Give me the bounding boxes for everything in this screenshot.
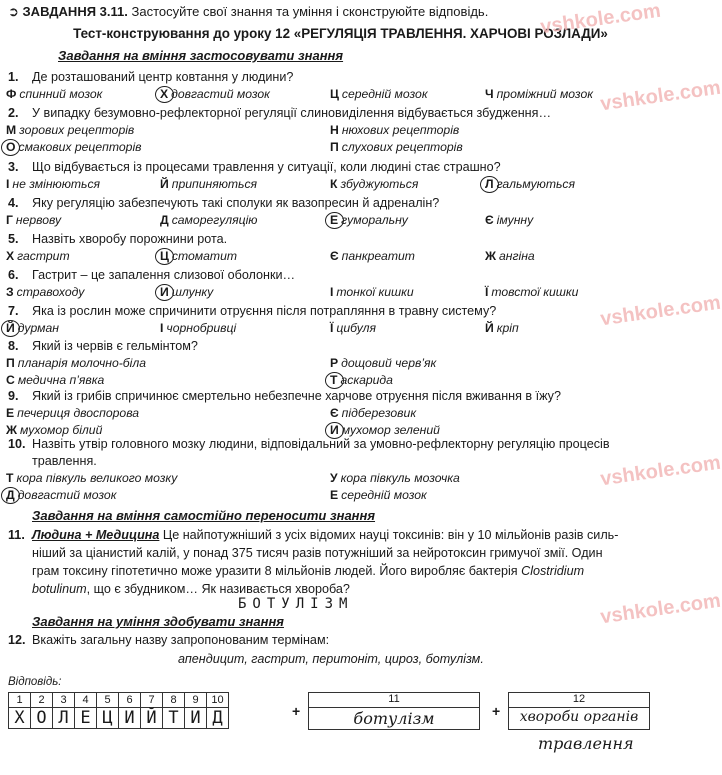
question-number: 9. — [8, 389, 19, 403]
option-text: панкреатит — [341, 249, 415, 263]
option-text: смакових рецепторів — [18, 140, 142, 154]
option-letter: Ч — [485, 87, 494, 101]
question-text-line: Це найпотужніший з усіх відомих науці токсинів: він у 10 мільйонів разів силь- — [162, 528, 619, 542]
answer-handwritten: БОТУЛІЗМ — [238, 596, 354, 612]
grid-number-cell: 1 — [9, 693, 31, 708]
answer-option — [6, 423, 102, 437]
answer-option — [6, 87, 102, 101]
answer-option — [160, 87, 270, 101]
option-letter: Е — [6, 406, 15, 420]
answer-option — [160, 177, 257, 191]
option-letter: Ж — [485, 249, 497, 263]
question-number: 4. — [8, 196, 19, 210]
question-text: Який із червів є гельмінтом? — [32, 339, 198, 353]
question-text: Назвіть утвір головного мозку людини, відповідальний за умовно-рефлекторну регуляцію процесів — [32, 437, 610, 451]
question-4 — [8, 196, 439, 210]
option-text: цибуля — [336, 321, 377, 335]
option-text: спинний мозок — [19, 87, 103, 101]
watermark: vshkole.com — [598, 589, 722, 629]
box-number: 12 — [509, 693, 649, 708]
selected-circle-mark — [155, 284, 174, 301]
option-text: мухомор білий — [20, 423, 103, 437]
question-topic: Людина + Медицина — [32, 528, 160, 542]
answer-option — [6, 471, 177, 485]
question-number: 6. — [8, 268, 19, 282]
answer-option — [6, 356, 146, 370]
option-text: слухових рецепторів — [341, 140, 463, 154]
question-5 — [8, 232, 227, 246]
grid-letter-cell: Т — [163, 708, 185, 729]
option-letter: Є — [330, 406, 339, 420]
answer-grid — [8, 692, 229, 729]
answer-option — [330, 471, 460, 485]
option-letter: З — [6, 285, 14, 299]
task-label: ЗАВДАННЯ 3.11. — [22, 4, 128, 19]
grid-number-cell: 7 — [141, 693, 163, 708]
option-text: шлунку — [171, 285, 214, 299]
grid-number-cell: 3 — [53, 693, 75, 708]
answer-option — [330, 87, 428, 101]
watermark: vshkole.com — [538, 0, 663, 39]
answer-option — [330, 249, 415, 263]
answer-option — [330, 488, 427, 502]
option-text: дощовий черв’як — [341, 356, 437, 370]
question-text-line: ніший за ціанистий калій, у понад 375 тисяч разів потужніший за нейротоксин гримучої змії. Один — [32, 546, 603, 560]
grid-number-cell: 6 — [119, 693, 141, 708]
option-text: гастрит — [17, 249, 70, 263]
option-letter: Х — [6, 249, 15, 263]
watermark: vshkole.com — [598, 291, 722, 331]
option-letter: Ц — [330, 87, 339, 101]
option-text: проміжний мозок — [496, 87, 593, 101]
option-letter: І — [330, 285, 334, 299]
task-instruction: Застосуйте свої знання та уміння і сконструюйте відповідь. — [131, 4, 489, 19]
option-text: стравоходу — [16, 285, 85, 299]
selected-circle-mark — [155, 248, 174, 265]
watermark: vshkole.com — [598, 451, 722, 491]
selected-circle-mark — [325, 212, 344, 229]
question-text-line: грам токсину гіпотетично може уразити 8 мільйонів людей. Його виробляє бактерія Clostridium — [32, 564, 585, 578]
grid-number-cell: 5 — [97, 693, 119, 708]
selected-circle-mark — [1, 320, 20, 337]
option-letter: Л — [485, 177, 494, 191]
option-letter: Х — [160, 87, 168, 101]
section-acquire: Завдання на уміння здобувати знання — [32, 614, 284, 629]
selected-circle-mark — [155, 86, 174, 103]
question-text: Де розташований центр ковтання у людини? — [32, 70, 294, 84]
option-text: гуморальну — [341, 213, 408, 227]
section-transfer: Завдання на вміння самостійно переносити знання — [32, 508, 376, 523]
question-7 — [8, 304, 496, 318]
answer-option — [330, 373, 393, 387]
option-text: саморегуляцію — [171, 213, 258, 227]
question-number: 5. — [8, 232, 19, 246]
answer-option — [160, 285, 213, 299]
option-text: не змінюються — [12, 177, 101, 191]
option-letter: У — [330, 471, 338, 485]
question-text: Яку регуляцію забезпечують такі сполуки як вазопресин й адреналін? — [32, 196, 440, 210]
box-value: хвороби органів — [519, 709, 639, 725]
question-text: Гастрит – це запалення слизової оболонки… — [32, 268, 296, 282]
question-text: Вкажіть загальну назву запропонованим термінам: — [32, 633, 330, 647]
answer-option — [485, 177, 575, 191]
option-text: товстої кишки — [491, 285, 579, 299]
answer-option — [160, 213, 257, 227]
option-letter: Н — [330, 123, 339, 137]
grid-letter-cell: Ц — [97, 708, 119, 729]
answer-option — [330, 213, 408, 227]
option-letter: Р — [330, 356, 339, 370]
option-letter: Ї — [330, 321, 334, 335]
grid-letter-cell: Е — [75, 708, 97, 729]
answer-option — [160, 249, 237, 263]
question-text-line: botulinum, що є збудником… Як називається хвороба? — [32, 582, 350, 596]
answer-option — [6, 249, 70, 263]
answer-option — [330, 177, 418, 191]
question-number: 8. — [8, 339, 19, 353]
option-text: середній мозок — [341, 87, 428, 101]
answer-option — [6, 213, 61, 227]
option-text: гальмуються — [496, 177, 576, 191]
option-letter: Е — [330, 488, 339, 502]
option-letter: Й — [485, 321, 494, 335]
question-3 — [8, 160, 501, 174]
grid-number-cell: 10 — [207, 693, 229, 708]
answer-option — [330, 321, 376, 335]
option-letter: О — [6, 140, 15, 154]
selected-circle-mark — [325, 372, 344, 389]
grid-letter-cell: О — [31, 708, 53, 729]
plus-sign: + — [292, 703, 301, 719]
selected-circle-mark — [1, 487, 20, 504]
option-letter: Й — [6, 321, 15, 335]
question-11 — [8, 528, 618, 542]
answer-option — [6, 177, 100, 191]
answer-box-12 — [508, 692, 650, 730]
question-text-continued: травлення. — [32, 454, 97, 468]
option-text: припиняються — [171, 177, 258, 191]
question-1 — [8, 70, 293, 84]
option-text: кора півкуль мозочка — [340, 471, 460, 485]
option-letter: Є — [485, 213, 494, 227]
option-text: тонкої кишки — [336, 285, 414, 299]
task-header — [8, 4, 488, 20]
question-6 — [8, 268, 295, 282]
option-text: кріп — [496, 321, 519, 335]
option-text: підберезовик — [341, 406, 417, 420]
option-letter: Т — [330, 373, 337, 387]
answer-option — [6, 406, 139, 420]
option-letter: Д — [6, 488, 15, 502]
option-text: нервову — [15, 213, 62, 227]
question-9 — [8, 389, 561, 403]
answer-option — [6, 321, 59, 335]
question-2 — [8, 106, 551, 120]
option-text: імунну — [496, 213, 534, 227]
question-terms: апендицит, гастрит, перитоніт, цироз, ботулізм. — [178, 652, 484, 666]
answer-option — [485, 213, 533, 227]
plus-sign: + — [492, 703, 501, 719]
answer-option — [330, 140, 463, 154]
option-letter: И — [160, 285, 169, 299]
question-12 — [8, 633, 329, 647]
option-letter: И — [330, 423, 339, 437]
answer-option — [330, 423, 440, 437]
question-number: 2. — [8, 106, 19, 120]
option-letter: Ф — [6, 87, 17, 101]
answer-label: Відповідь: — [8, 676, 62, 688]
question-number: 1. — [8, 70, 19, 84]
arrow-icon: ➲ — [8, 4, 19, 19]
answer-option — [6, 123, 134, 137]
box-value: ботулізм — [353, 709, 435, 728]
question-number: 10. — [8, 437, 26, 451]
option-text: довгастий мозок — [171, 87, 270, 101]
page-title: Тест-конструювання до уроку 12 «РЕГУЛЯЦІЯ ТРАВЛЕННЯ. ХАРЧОВІ РОЗЛАДИ» — [73, 26, 608, 41]
question-number: 3. — [8, 160, 19, 174]
section-apply: Завдання на вміння застосовувати знання — [58, 48, 344, 63]
grid-number-cell: 9 — [185, 693, 207, 708]
grid-number-cell: 2 — [31, 693, 53, 708]
box-number: 11 — [309, 693, 479, 708]
question-text: Який із грибів спричинює смертельно небезпечне харчове отруєння після вживання в їжу? — [32, 389, 561, 403]
watermark: vshkole.com — [598, 76, 722, 116]
option-text: збуджуються — [340, 177, 419, 191]
option-letter: Т — [6, 471, 14, 485]
option-text: кора півкуль великого мозку — [16, 471, 178, 485]
answer-option — [330, 406, 416, 420]
grid-letter-cell: Й — [141, 708, 163, 729]
answer-option — [485, 285, 578, 299]
question-number: 12. — [8, 633, 26, 647]
question-number: 11. — [8, 528, 25, 542]
option-text: чорнобривці — [166, 321, 237, 335]
option-letter: Є — [330, 249, 339, 263]
answer-option — [485, 87, 593, 101]
option-letter: М — [6, 123, 17, 137]
question-number: 7. — [8, 304, 19, 318]
grid-letter-cell: Д — [207, 708, 229, 729]
question-10 — [8, 437, 610, 451]
grid-letter-cell: И — [185, 708, 207, 729]
option-letter: І — [6, 177, 10, 191]
selected-circle-mark — [480, 176, 499, 193]
grid-letter-cell: Х — [9, 708, 31, 729]
option-text: нюхових рецепторів — [341, 123, 460, 137]
option-text: ангіна — [499, 249, 535, 263]
answer-option — [330, 123, 459, 137]
answer-option — [485, 249, 535, 263]
option-letter: П — [6, 356, 15, 370]
answer-option — [6, 285, 84, 299]
option-text: планарія молочно-біла — [17, 356, 147, 370]
option-text: мухомор зелений — [341, 423, 440, 437]
option-letter: Ц — [160, 249, 169, 263]
grid-letter-cell: И — [119, 708, 141, 729]
grid-number-cell: 4 — [75, 693, 97, 708]
option-letter: С — [6, 373, 15, 387]
option-text: стоматит — [171, 249, 238, 263]
grid-letter-cell: Л — [53, 708, 75, 729]
option-letter: К — [330, 177, 338, 191]
option-text: аскарида — [340, 373, 393, 387]
selected-circle-mark — [1, 139, 20, 156]
question-text: У випадку безумовно-рефлекторної регуляції слиновиділення відбувається збудження… — [32, 106, 552, 120]
answer-option — [330, 285, 414, 299]
grid-number-cell: 8 — [163, 693, 185, 708]
option-text: медична п’явка — [17, 373, 105, 387]
option-text: зорових рецепторів — [19, 123, 135, 137]
option-letter: Г — [6, 213, 13, 227]
option-letter: П — [330, 140, 339, 154]
answer-option — [6, 373, 104, 387]
option-letter: Е — [330, 213, 338, 227]
option-letter: І — [160, 321, 164, 335]
option-letter: Д — [160, 213, 169, 227]
option-letter: Ж — [6, 423, 18, 437]
question-text: Назвіть хворобу порожнини рота. — [32, 232, 228, 246]
question-text: Що відбувається із процесами травлення у ситуації, коли людині стає страшно? — [32, 160, 501, 174]
option-text: довгастий мозок — [17, 488, 117, 502]
answer-option — [485, 321, 519, 335]
answer-option — [330, 356, 436, 370]
question-text: Яка із рослин може спричинити отруєння після потрапляння в травну систему? — [32, 304, 497, 318]
option-letter: Й — [160, 177, 169, 191]
answer-option — [6, 140, 142, 154]
box-value-continued: травлення — [538, 734, 634, 753]
option-letter: Ї — [485, 285, 489, 299]
option-text: середній мозок — [341, 488, 427, 502]
question-8 — [8, 339, 198, 353]
answer-option — [160, 321, 236, 335]
answer-option — [6, 488, 116, 502]
option-text: печериця двоспорова — [17, 406, 140, 420]
answer-box-11 — [308, 692, 480, 730]
option-text: дурман — [17, 321, 59, 335]
